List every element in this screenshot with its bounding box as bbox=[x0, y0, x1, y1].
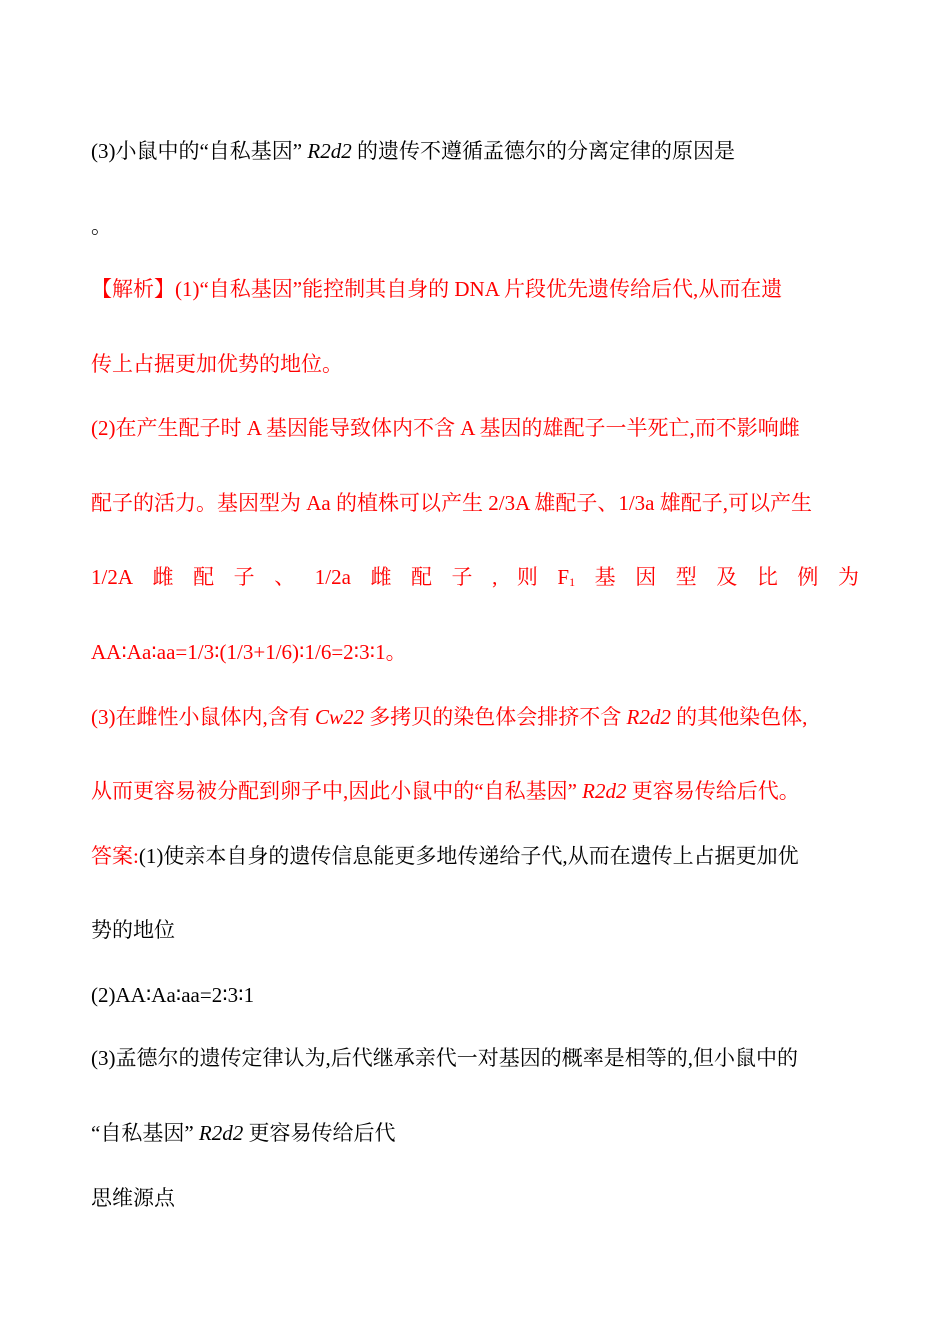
question-3-line-1 bbox=[91, 136, 859, 166]
token: 型 bbox=[675, 565, 697, 589]
token: 基 bbox=[594, 565, 616, 589]
token: 配 bbox=[410, 565, 432, 589]
analysis-p3-l2-post: 更容易传给后代。 bbox=[631, 779, 800, 803]
analysis-p3-pre: (3)在雌性小鼠体内,含有 bbox=[91, 705, 310, 729]
analysis-p3-line-2 bbox=[91, 776, 859, 806]
answer-2: (2)AA∶Aa∶aa=2∶3∶1 bbox=[91, 983, 255, 1007]
answer-line-1 bbox=[91, 841, 859, 871]
token: 雌 bbox=[152, 565, 174, 589]
analysis-p1-post: 片段优先遗传给后代,从而在遗 bbox=[503, 277, 783, 301]
analysis-p3-post: 的其他染色体, bbox=[676, 705, 808, 729]
token: 则 bbox=[516, 565, 538, 589]
analysis-p3-line-1 bbox=[91, 702, 859, 732]
analysis-p1-dna: DNA bbox=[454, 277, 499, 301]
answer-3-line-2 bbox=[91, 1118, 859, 1148]
token: 及 bbox=[716, 565, 738, 589]
token: 1/2A bbox=[91, 565, 133, 589]
token: 为 bbox=[837, 565, 859, 589]
analysis-p2-line-3 bbox=[91, 562, 859, 597]
gene-r2d2: R2d2 bbox=[582, 779, 627, 803]
analysis-p1-pre: 【解析】(1)“自私基因”能控制其自身的 bbox=[91, 277, 450, 301]
gene-r2d2: R2d2 bbox=[198, 1121, 244, 1145]
analysis-p2-line-2: 配子的活力。基因型为 Aa 的植株可以产生 2/3A 雄配子、1/3a 雄配子,可以产生 bbox=[91, 491, 812, 515]
token: 、 bbox=[274, 565, 296, 589]
token: 因 bbox=[635, 565, 657, 589]
q3-text-post: 的遗传不遵循孟德尔的分离定律的原因是 bbox=[356, 139, 735, 163]
token: 子 bbox=[233, 565, 255, 589]
token: 子 bbox=[451, 565, 473, 589]
question-3-line-2 bbox=[91, 211, 859, 241]
token: 配 bbox=[193, 565, 215, 589]
q3-period: 。 bbox=[91, 214, 112, 238]
token: 1/2a bbox=[314, 565, 351, 589]
analysis-p3-l2-pre: 从而更容易被分配到卵子中,因此小鼠中的“自私基因” bbox=[91, 779, 577, 803]
token: , bbox=[492, 565, 498, 589]
q3-text-pre: (3)小鼠中的“自私基因” bbox=[91, 139, 303, 163]
analysis-p1-line-1 bbox=[91, 274, 859, 304]
answer-3-post: 更容易传给后代 bbox=[248, 1121, 396, 1145]
answer-3-pre: “自私基因” bbox=[91, 1121, 194, 1145]
section-heading: 思维源点 bbox=[91, 1186, 175, 1210]
token: 比 bbox=[756, 565, 778, 589]
answer-line-2: 势的地位 bbox=[91, 918, 175, 942]
answer-1-text: (1)使亲本自身的遗传信息能更多地传递给子代,从而在遗传上占据更加优 bbox=[138, 844, 799, 868]
gene-r2d2: R2d2 bbox=[307, 139, 352, 163]
gene-cw22: Cw22 bbox=[315, 705, 365, 729]
analysis-p1-line-2: 传上占据更加优势的地位。 bbox=[91, 352, 343, 376]
analysis-p2-line-4: AA∶Aa∶aa=1/3∶(1/3+1/6)∶1/6=2∶3∶1。 bbox=[91, 640, 407, 664]
token: 例 bbox=[797, 565, 819, 589]
answer-3-line-1: (3)孟德尔的遗传定律认为,后代继承亲代一对基因的概率是相等的,但小鼠中的 bbox=[91, 1046, 798, 1070]
token: 雌 bbox=[370, 565, 392, 589]
analysis-p2-line-1: (2)在产生配子时 A 基因能导致体内不含 A 基因的雄配子一半死亡,而不影响雌 bbox=[91, 416, 800, 440]
gene-r2d2: R2d2 bbox=[626, 705, 671, 729]
token-f1: $F_1$ bbox=[557, 565, 576, 589]
analysis-p3-mid: 多拷贝的染色体会排挤不含 bbox=[369, 705, 622, 729]
answer-label: 答案: bbox=[91, 844, 139, 868]
